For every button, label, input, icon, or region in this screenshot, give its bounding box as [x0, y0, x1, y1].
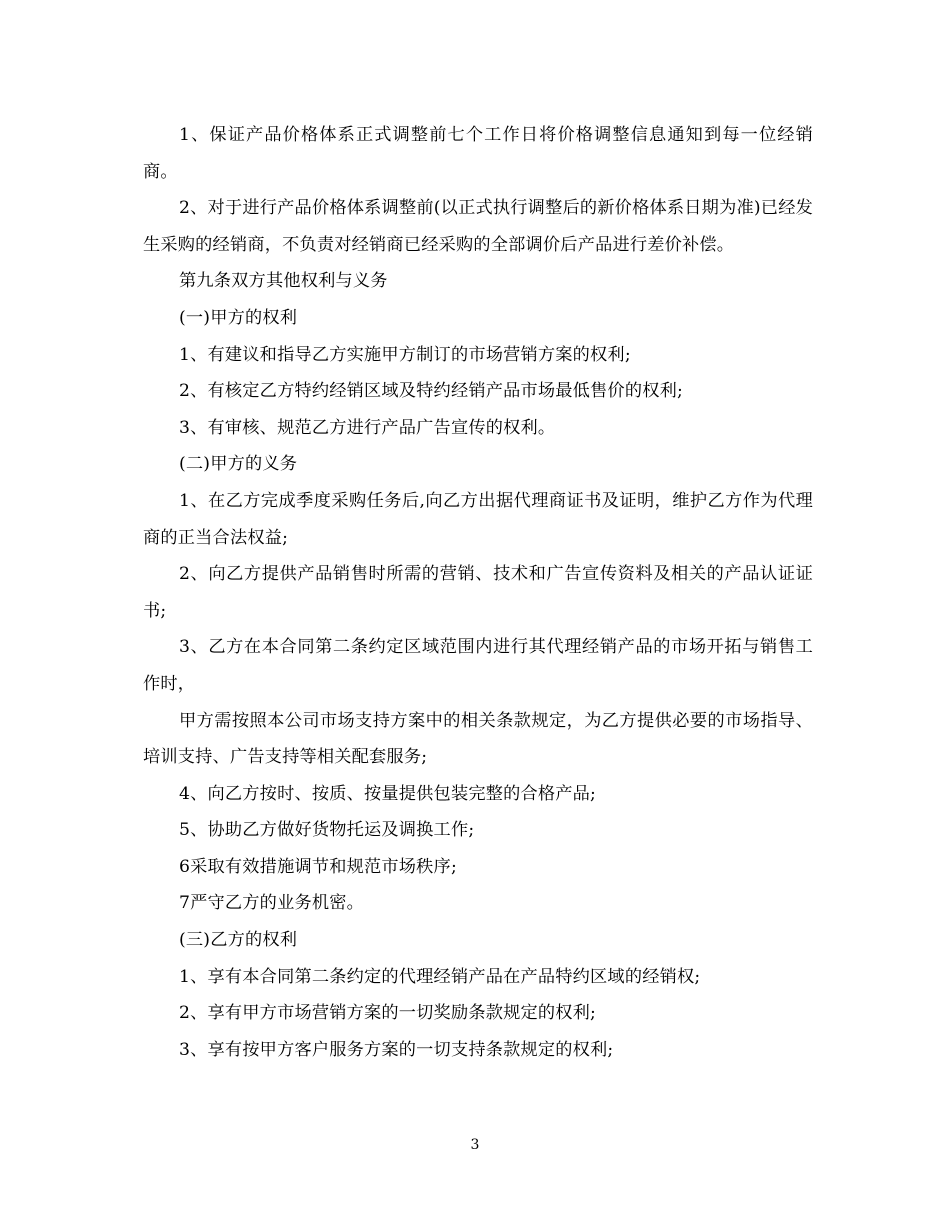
paragraph-5: 1、有建议和指导乙方实施甲方制订的市场营销方案的权利; [179, 344, 631, 365]
paragraph-18: 1、享有本合同第二条约定的代理经销产品在产品特约区域的经销权; [179, 966, 701, 987]
paragraph-9: 1、在乙方完成季度采购任务后,向乙方出据代理商证书及证明，维护乙方作为代理商的正当合法权益; [143, 490, 813, 548]
paragraph-15: 6采取有效措施调节和规范市场秩序; [179, 856, 457, 877]
subsection-heading-party-a-rights: (一)甲方的权利 [179, 307, 298, 328]
paragraph-20: 3、享有按甲方客户服务方案的一切支持条款规定的权利; [179, 1039, 614, 1060]
paragraph-7: 3、有审核、规范乙方进行产品广告宣传的权利。 [179, 417, 556, 438]
paragraph-19: 2、享有甲方市场营销方案的一切奖励条款规定的权利; [179, 1003, 597, 1024]
paragraph-14: 5、协助乙方做好货物托运及调换工作; [179, 820, 475, 841]
paragraph-16: 7严守乙方的业务机密。 [179, 893, 365, 914]
subsection-heading-party-b-rights: (三)乙方的权利 [179, 930, 298, 951]
paragraph-6: 2、有核定乙方特约经销区域及特约经销产品市场最低售价的权利; [179, 381, 683, 402]
paragraph-13: 4、向乙方按时、按质、按量提供包装完整的合格产品; [179, 783, 597, 804]
paragraph-10: 2、向乙方提供产品销售时所需的营销、技术和广告宣传资料及相关的产品认证证书; [143, 564, 813, 621]
section-heading-article-9: 第九条双方其他权利与义务 [179, 271, 388, 292]
document-body [143, 117, 813, 1068]
paragraph-2: 2、对于进行产品价格体系调整前(以正式执行调整后的新价格体系日期为准)已经发生采购的经销商，不负责对经销商已经采购的全部调价后产品进行差价补偿。 [143, 198, 813, 255]
paragraph-1: 1、保证产品价格体系正式调整前七个工作日将价格调整信息通知到每一位经销商。 [143, 125, 813, 182]
paragraph-11: 3、乙方在本合同第二条约定区域范围内进行其代理经销产品的市场开拓与销售工作时， [143, 637, 813, 694]
page-number: 3 [470, 1137, 480, 1153]
subsection-heading-party-a-obligations: (二)甲方的义务 [179, 454, 298, 475]
paragraph-12: 甲方需按照本公司市场支持方案中的相关条款规定，为乙方提供必要的市场指导、培训支持、广告支持等相关配套服务; [143, 710, 813, 768]
